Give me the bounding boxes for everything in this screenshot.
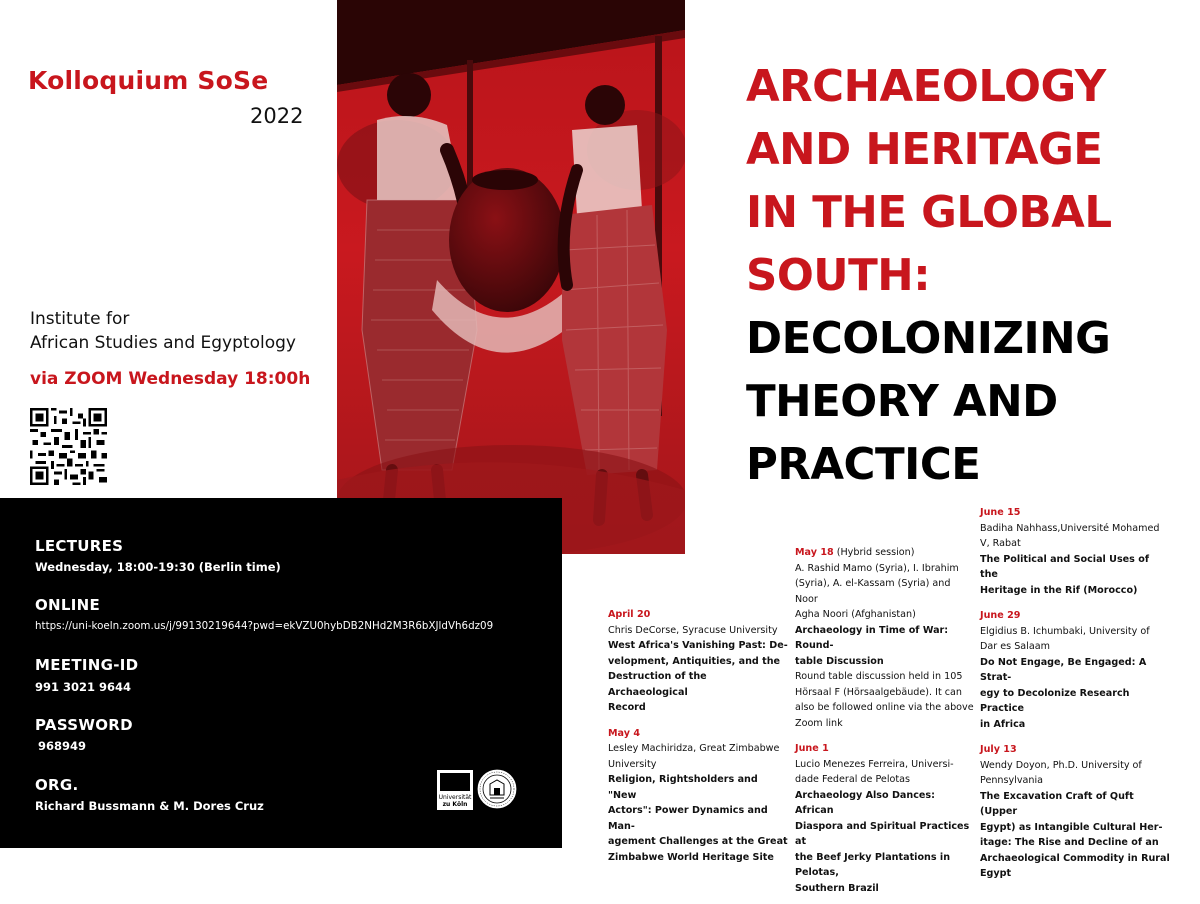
entry-title: Egypt) as Intangible Cultural Her- (980, 821, 1163, 833)
entry-description: Round table discussion held in 105 (795, 671, 963, 682)
entry-speaker: A. Rashid Mamo (Syria), I. Ibrahim (795, 562, 959, 574)
online-link[interactable]: https://uni-koeln.zoom.us/j/99130219644?pwd=ekVZU0hybDB2NHd2M3R6bXJldVh6dz09 (35, 620, 494, 632)
title-line-6: THEORY AND (746, 377, 1058, 427)
lectures-label: LECTURES (35, 537, 124, 555)
entry-title: Do Not Engage, Be Engaged: A Strat- (980, 656, 1147, 683)
entry-title: Egypt (980, 868, 1012, 879)
entry-date: June 1 (795, 743, 829, 754)
photo-illustration (337, 0, 685, 554)
schedule-entry-june1 (795, 741, 975, 896)
entry-description: Hörsaal F (Hörsaalgebäude). It can (795, 686, 963, 698)
kolloquium-title: Kolloquium SoSe (28, 66, 269, 95)
entry-speaker: Badiha Nahhass,Université Mohamed (980, 522, 1160, 534)
lectures-value: Wednesday, 18:00-19:30 (Berlin time) (35, 560, 281, 574)
institute-line-1: Institute for (30, 309, 130, 329)
schedule-entry-july13 (980, 742, 1170, 882)
entry-title: egy to Decolonize Research Practice (980, 687, 1130, 714)
entry-title: Diaspora and Spiritual Practices at (795, 820, 970, 847)
entry-title: in Africa (980, 718, 1026, 730)
schedule-column-1 (608, 607, 788, 873)
entry-title: Archaeological Commodity in Rural (980, 852, 1170, 864)
entry-speaker: V, Rabat (980, 538, 1021, 549)
title-line-1: ARCHAEOLOGY (746, 62, 1106, 112)
entry-speaker: dade Federal de Pelotas (795, 774, 910, 785)
meeting-id-label: MEETING-ID (35, 656, 139, 674)
entry-speaker: Lucio Menezes Ferreira, Universi- (795, 758, 954, 770)
password-label: PASSWORD (35, 716, 133, 734)
entry-title: velopment, Antiquities, and the (608, 655, 781, 667)
qr-code[interactable] (30, 408, 107, 485)
entry-date: June 15 (980, 507, 1021, 518)
password-value: 968949 (38, 739, 87, 753)
title-line-7: PRACTICE (746, 440, 981, 490)
entry-title: Heritage in the Rif (Morocco) (980, 584, 1138, 596)
title-line-3: IN THE GLOBAL (746, 188, 1112, 238)
entry-speaker: Elgidius B. Ichumbaki, University of (980, 625, 1150, 637)
entry-speaker: Wendy Doyon, Ph.D. University of (980, 759, 1142, 771)
entry-date: July 13 (980, 744, 1017, 755)
seal-icon (476, 768, 518, 810)
schedule-column-3 (980, 505, 1170, 890)
meeting-id-value: 991 3021 9644 (35, 680, 132, 694)
entry-title: The Political and Social Uses of the (980, 553, 1149, 580)
entry-speaker: Agha Noori (Afghanistan) (795, 609, 916, 620)
entry-title: agement Challenges at the Great (608, 836, 788, 847)
entry-title: Religion, Rightsholders and "New (608, 774, 758, 801)
entry-date: April 20 (608, 609, 651, 620)
potters-photo (337, 0, 685, 554)
zoom-info: via ZOOM Wednesday 18:00h (30, 369, 311, 389)
entry-description: Zoom link (795, 717, 843, 729)
university-logo (437, 770, 473, 810)
schedule-entry-may4 (608, 726, 788, 866)
entry-speaker: Pennsylvania (980, 775, 1044, 786)
schedule-entry-june29 (980, 608, 1170, 732)
entry-title: Destruction of the Archaeological (608, 671, 707, 698)
schedule-column-2 (795, 545, 975, 904)
university-logo-line-1: Universität (438, 794, 472, 801)
institute-line-2: African Studies and Egyptology (30, 333, 296, 353)
entry-note: (Hybrid session) (833, 547, 915, 558)
schedule-entry-may18 (795, 545, 975, 731)
entry-title: Archaeology in Time of War: Round- (795, 624, 949, 651)
entry-title: Zimbabwe World Heritage Site (608, 851, 774, 863)
entry-speaker: (Syria), A. el-Kassam (Syria) and Noor (795, 578, 951, 605)
university-logo-line-2: zu Köln (442, 801, 468, 808)
schedule-entry-june15 (980, 505, 1170, 598)
title-line-2: AND HERITAGE (746, 125, 1103, 175)
entry-title: West Africa's Vanishing Past: De- (608, 640, 788, 651)
entry-date: June 29 (980, 610, 1021, 621)
entry-date: May 18 (795, 547, 834, 558)
entry-speaker: Dar es Salaam (980, 641, 1050, 652)
kolloquium-year: 2022 (250, 104, 304, 128)
schedule-entry-april20 (608, 607, 788, 716)
title-line-5: DECOLONIZING (746, 314, 1111, 364)
title-line-4: SOUTH: (746, 251, 931, 301)
entry-title: Southern Brazil (795, 882, 879, 894)
entry-speaker: University (608, 758, 657, 770)
entry-speaker: Chris DeCorse, Syracuse University (608, 624, 778, 636)
org-label: ORG. (35, 776, 79, 794)
university-logo-mark (437, 770, 473, 810)
university-seal (476, 768, 518, 810)
online-label: ONLINE (35, 596, 101, 614)
entry-title: Archaeology Also Dances: African (795, 789, 935, 816)
entry-title: table Discussion (795, 655, 884, 667)
entry-title: the Beef Jerky Plantations in Pelotas, (795, 851, 951, 878)
org-value: Richard Bussmann & M. Dores Cruz (35, 799, 264, 813)
entry-description: also be followed online via the above (795, 702, 974, 713)
entry-speaker: Lesley Machiridza, Great Zimbabwe (608, 743, 780, 754)
entry-title: Actors": Power Dynamics and Man- (608, 805, 768, 832)
entry-date: May 4 (608, 727, 640, 739)
entry-title: The Excavation Craft of Quft (Upper (980, 790, 1134, 817)
entry-title: itage: The Rise and Decline of an (980, 837, 1159, 848)
entry-title: Record (608, 702, 646, 713)
